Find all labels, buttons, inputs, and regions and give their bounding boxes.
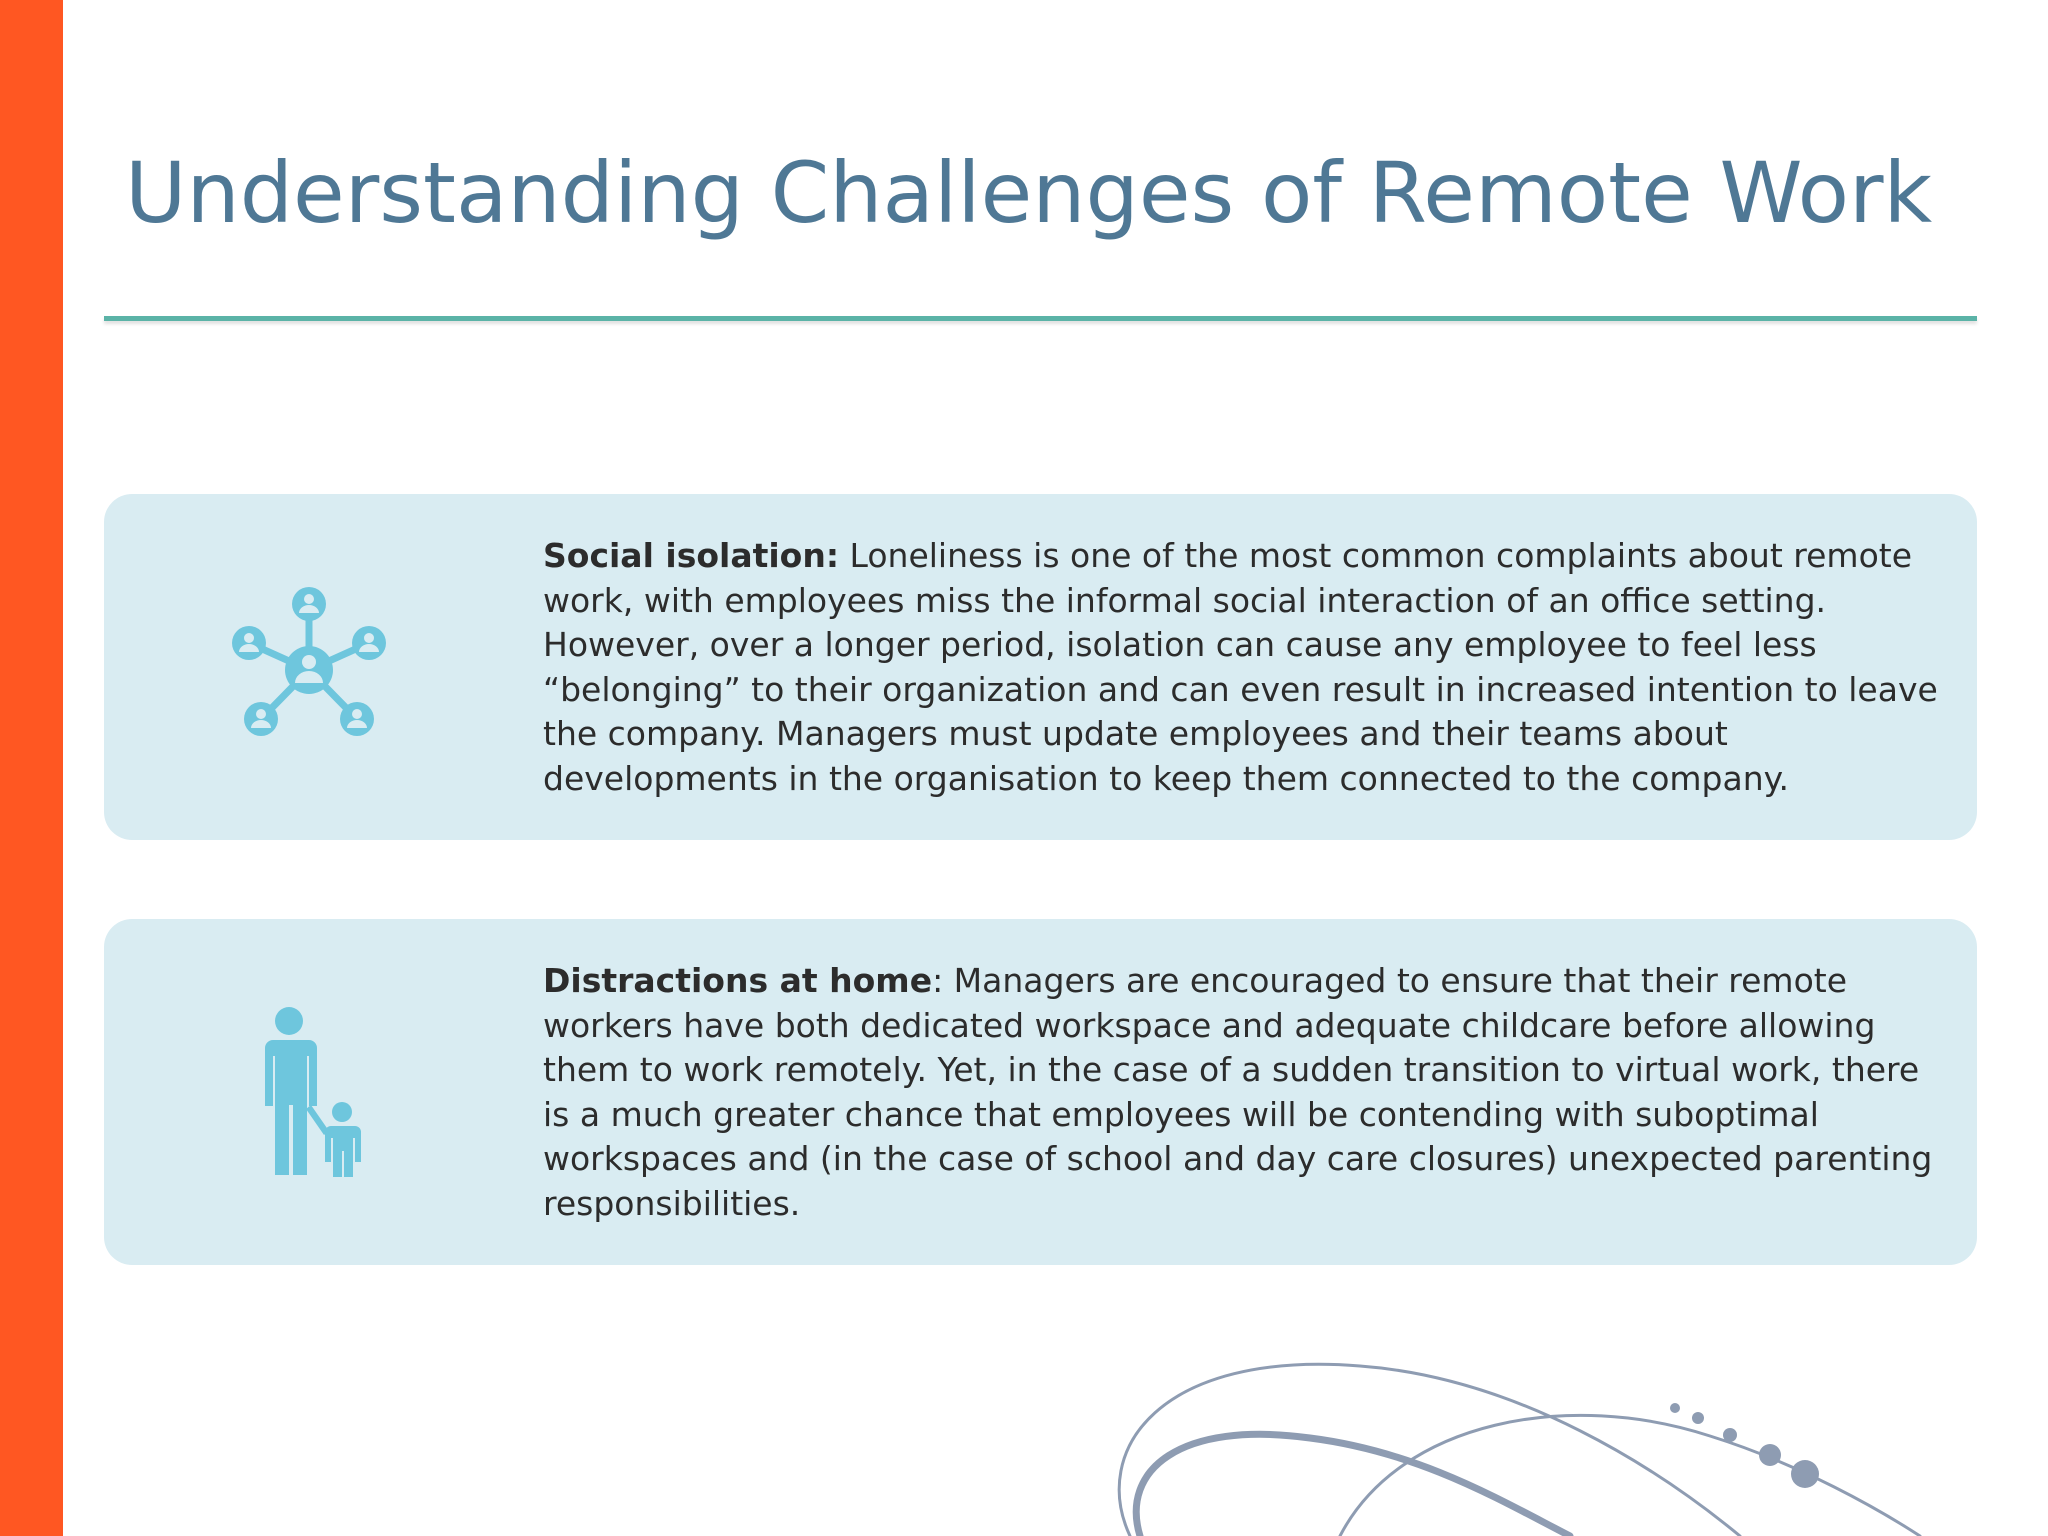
distractions-at-home-text [543,959,1953,1226]
distractions-at-home-card [104,919,1977,1265]
social-isolation-heading: Social isolation: [543,536,840,575]
slide-accent-bar [0,0,63,1536]
social-isolation-body: Loneliness is one of the most common complaints about remote work, with employees miss the informal social interaction of an office setting. However, over a longer period, isolation can cause any employee to feel less “belonging” to their organization and can even result in increased intention to leave the company. Managers must update employees and their teams about developments in the organisation to keep them connected to the company. [543,536,1938,798]
orbit-decoration [1100,1360,2048,1536]
slide-title: Understanding Challenges of Remote Work [125,144,1933,242]
people-network-icon [104,494,514,840]
distractions-at-home-heading: Distractions at home [543,961,933,1000]
orbit-dots [1670,1403,1819,1488]
social-isolation-card [104,494,1977,840]
parent-child-icon [104,919,514,1265]
social-isolation-text [543,534,1953,801]
distractions-at-home-body: : Managers are encouraged to ensure that their remote workers have both dedicated workspace and adequate childcare before allowing them to work remotely. Yet, in the case of a sudden transition to virtual work, there is a much greater chance that employees will be contending with suboptimal workspaces and (in the case of school and day care closures) unexpected parenting responsibilities. [543,961,1933,1223]
title-divider [104,316,1977,321]
